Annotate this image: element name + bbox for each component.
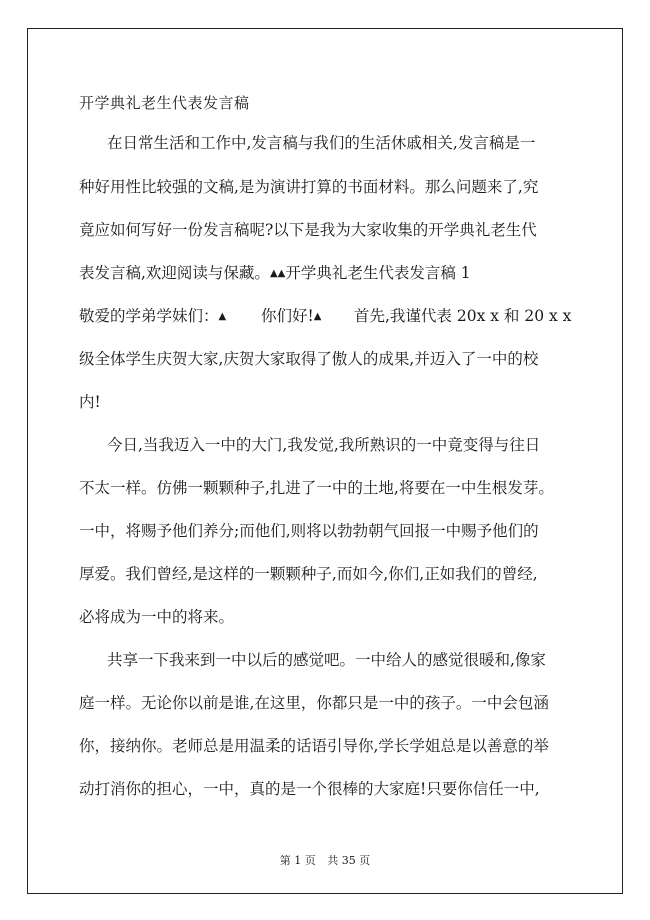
page-total: 共 35 页 <box>327 854 371 867</box>
page-border <box>27 28 623 894</box>
paragraph-line: 动打消你的担心，一中，真的是一个很棒的大家庭!只要你信任一中, <box>79 780 540 798</box>
paragraph-line <box>79 307 572 325</box>
paragraph-line: 竟应如何写好一份发言稿呢?以下是我为大家收集的开学典礼老生代 <box>79 221 537 239</box>
triangle-glyph-icon: ▲ <box>277 268 286 279</box>
triangle-glyph-icon: ▲ <box>313 311 322 322</box>
paragraph-line: 共享一下我来到一中以后的感觉吧。一中给人的感觉很暖和,像家 <box>107 651 546 669</box>
paragraph-line: 必将成为一中的将来。 <box>79 608 235 626</box>
paragraph-line: 你，接纳你。老师总是用温柔的话语引导你,学长学姐总是以善意的举 <box>79 737 549 755</box>
triangle-glyph-icon: ▲ <box>269 268 278 279</box>
greeting-hello: 你们好!▲ <box>261 307 322 325</box>
triangle-glyph-icon: ▲ <box>218 311 227 322</box>
paragraph-line: 种好用性比较强的文稿,是为演讲打算的书面材料。那么问题来了,究 <box>79 178 539 196</box>
paragraph-line: 在日常生活和工作中,发言稿与我们的生活休戚相关,发言稿是一 <box>107 134 536 152</box>
page-footer <box>0 852 650 868</box>
paragraph-line: 今日,当我迈入一中的大门,我发觉,我所熟识的一中竟变得与往日 <box>107 436 541 454</box>
paragraph-line: 内! <box>79 393 101 411</box>
greeting-salutation: 敬爱的学弟学妹们： <box>79 307 219 325</box>
paragraph-line: 级全体学生庆贺大家,庆贺大家取得了傲人的成果,并迈入了一中的校 <box>79 350 539 368</box>
paragraph-text: 表发言稿,欢迎阅读与保藏。 <box>79 264 270 282</box>
page-number: 第 1 页 <box>279 854 316 867</box>
paragraph-line: 庭一样。无论你以前是谁,在这里，你都只是一中的孩子。一中会包涵 <box>79 694 549 712</box>
paragraph-line: 不太一样。仿佛一颗颗种子,扎进了一中的土地,将要在一中生根发芽。 <box>79 479 554 497</box>
paragraph-text: 首先,我谨代表 20x x 和 20 x x <box>354 307 572 325</box>
paragraph-line <box>79 266 471 282</box>
paragraph-line: 厚爱。我们曾经,是这样的一颗颗种子,而如今,你们,正如我们的曾经, <box>79 565 538 583</box>
document-title: 开学典礼老生代表发言稿 <box>79 94 250 112</box>
section-heading: 开学典礼老生代表发言稿 1 <box>285 264 471 282</box>
paragraph-line: 一中，将赐予他们养分;而他们,则将以勃勃朝气回报一中赐予他们的 <box>79 522 539 540</box>
